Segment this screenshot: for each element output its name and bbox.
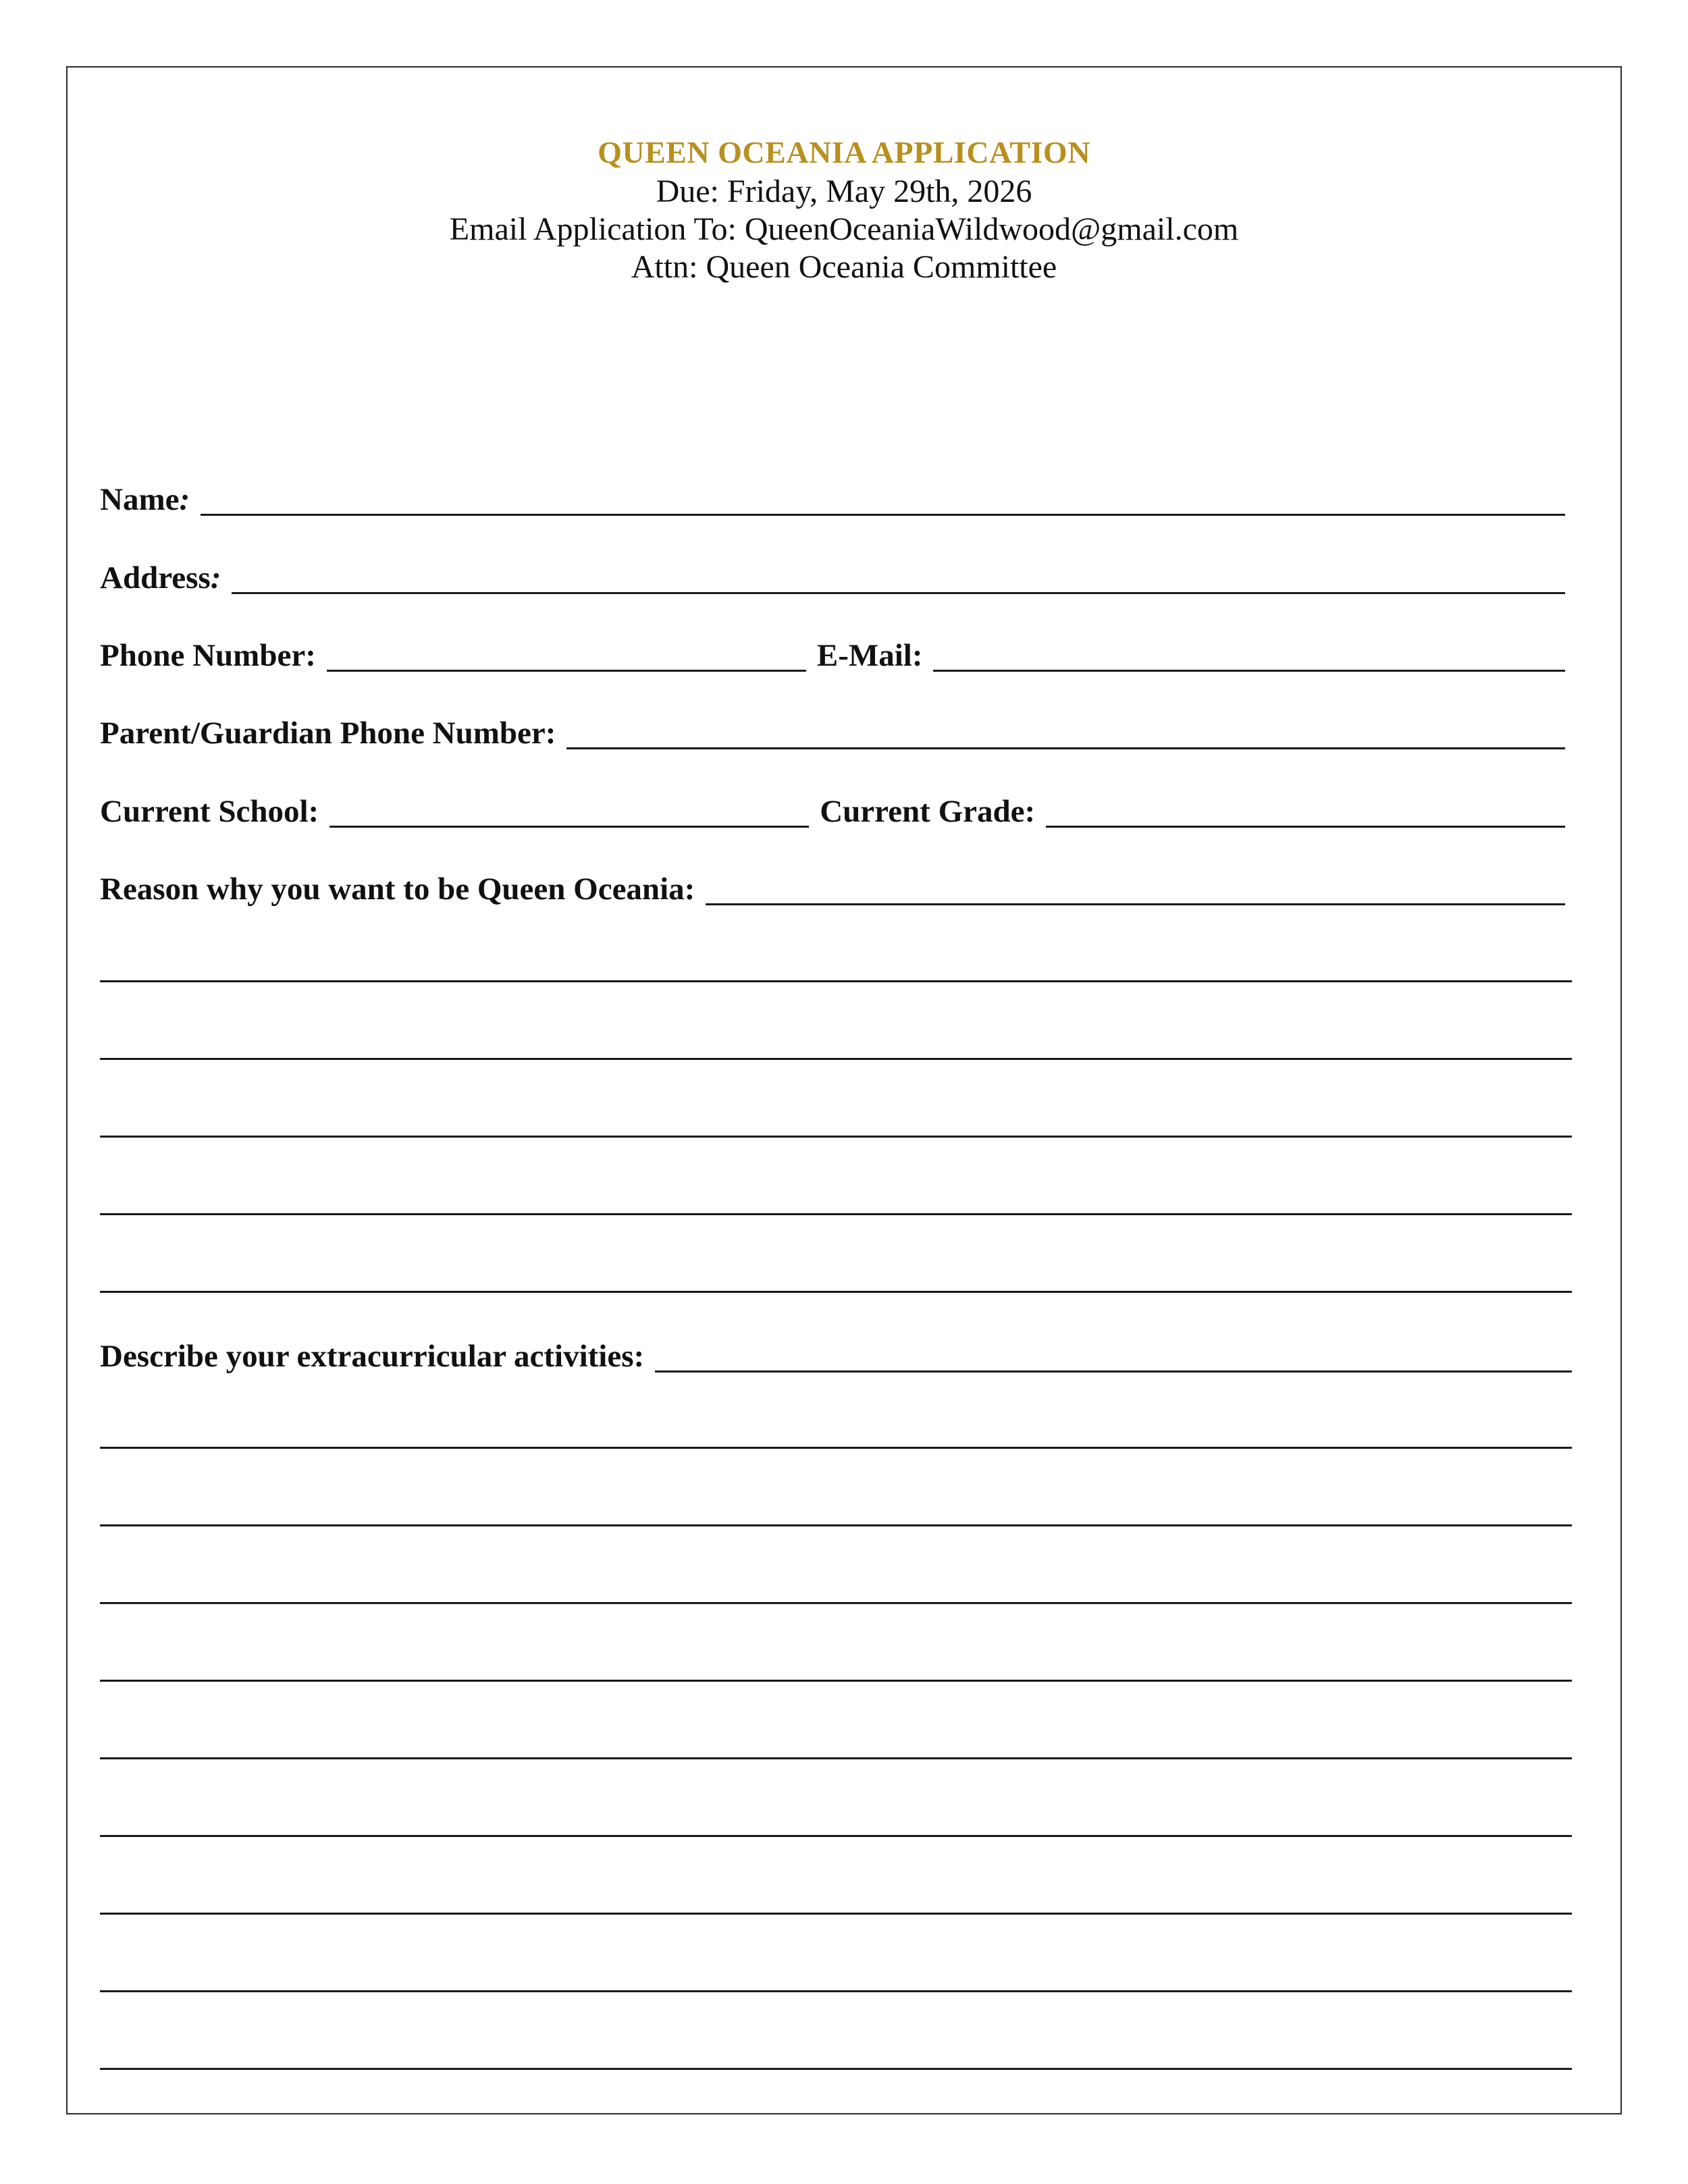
activities-row (100, 1337, 1572, 1375)
address-label: Address: (100, 560, 221, 595)
email-label: E-Mail: (816, 638, 923, 673)
reason-answer-line[interactable] (100, 1058, 1572, 1060)
email-field[interactable] (933, 643, 1565, 672)
guardian-phone-field[interactable] (566, 720, 1565, 749)
grade-field[interactable] (1046, 799, 1565, 828)
attention-line: Attn: Queen Oceania Committee (631, 249, 1057, 285)
name-label: Name: (100, 482, 190, 517)
reason-answer-line[interactable] (100, 980, 1572, 982)
school-label: Current School: (100, 794, 319, 829)
school-field[interactable] (329, 799, 809, 828)
guardian-phone-row (100, 714, 1565, 752)
reason-answer-line[interactable] (100, 1213, 1572, 1215)
activities-answer-line[interactable] (100, 1680, 1572, 1682)
school-grade-row (100, 793, 1565, 830)
address-field[interactable] (232, 565, 1565, 594)
guardian-phone-label: Parent/Guardian Phone Number: (100, 716, 556, 751)
form-title: QUEEN OCEANIA APPLICATION (598, 135, 1090, 169)
phone-email-row (100, 637, 1565, 674)
activities-answer-line[interactable] (100, 1990, 1572, 1992)
activities-answer-line[interactable] (100, 1835, 1572, 1837)
address-row (100, 559, 1565, 597)
name-row (100, 481, 1565, 518)
activities-answer-line[interactable] (100, 1524, 1572, 1526)
phone-field[interactable] (327, 643, 806, 672)
reason-label: Reason why you want to be Queen Oceania: (100, 872, 695, 907)
reason-field[interactable] (706, 876, 1565, 905)
activities-answer-line[interactable] (100, 1447, 1572, 1449)
due-date: Due: Friday, May 29th, 2026 (656, 174, 1032, 209)
name-field[interactable] (201, 487, 1565, 516)
phone-label: Phone Number: (100, 638, 316, 673)
activities-answer-line[interactable] (100, 2068, 1572, 2070)
activities-label: Describe your extracurricular activities: (100, 1339, 645, 1374)
reason-answer-line[interactable] (100, 1136, 1572, 1138)
email-instructions: Email Application To: QueenOceaniaWildwood@gmail.com (449, 211, 1239, 247)
reason-answer-line[interactable] (100, 1291, 1572, 1293)
activities-answer-line[interactable] (100, 1602, 1572, 1604)
form-header (66, 132, 1622, 286)
activities-answer-line[interactable] (100, 1757, 1572, 1759)
page-border (66, 66, 1622, 2114)
grade-label: Current Grade: (820, 794, 1036, 829)
activities-answer-line[interactable] (100, 1913, 1572, 1915)
activities-field[interactable] (655, 1343, 1572, 1373)
reason-row (100, 870, 1565, 908)
